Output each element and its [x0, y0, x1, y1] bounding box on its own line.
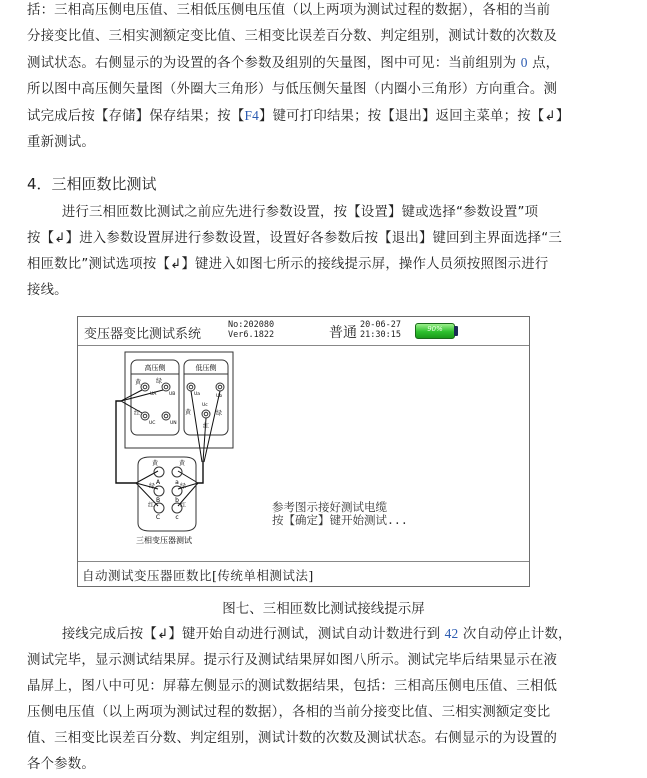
group-value: 0	[520, 55, 528, 70]
figure-caption: 图七、三相匝数比测试接线提示屏	[222, 601, 425, 617]
text-segment: 测试状态。右侧显示的为设置的各个参数及组别的矢量图，图中可见：当前组别为	[27, 56, 521, 71]
count-value: 42	[444, 626, 459, 641]
lv-wire-label-red: 红	[203, 423, 210, 430]
serial-number: No:202080	[228, 320, 275, 330]
wiring-diagram	[78, 317, 529, 586]
lv-terminal-ua	[187, 383, 200, 397]
wire-label-red: 红	[134, 410, 141, 417]
diagram-label: UC	[149, 421, 156, 426]
diagram-label: A	[155, 479, 161, 486]
screen-status-bar	[78, 561, 529, 586]
date: 20-06-27	[360, 320, 401, 330]
lv-wire-label-green: 绿	[216, 410, 223, 417]
intro-paragraph	[27, 0, 582, 156]
text-line: 相匝数比”测试选项按【↲】键进入如图七所示的接线提示屏，操作人员须按照图示进行	[27, 257, 549, 272]
diagram-label: c	[175, 514, 179, 521]
diagram-label: B	[155, 497, 161, 504]
diagram-label: 绿	[149, 483, 156, 490]
text-line: 按【↲】进入参数设置屏进行参数设置，设置好各参数后按【退出】键回到主界面选择“三	[27, 231, 562, 246]
text-line: 分接变比值、三相实测额定变比值、三相变比误差百分数、判定组别，测试计数的次数及	[27, 29, 558, 44]
transformer-terminal-c-lower	[172, 501, 186, 521]
text-segment: 点，	[527, 56, 560, 71]
time: 21:30:15	[360, 330, 401, 340]
version: Ver6.1822	[228, 330, 275, 340]
diagram-label: 黄	[179, 460, 186, 467]
hv-panel-label: 高压侧	[144, 364, 166, 372]
diagram-label: UA	[150, 392, 157, 397]
diagram-label: Ub	[216, 394, 223, 399]
lv-panel-label: 低压侧	[195, 364, 217, 372]
section-heading: 4．三相匝数比测试	[27, 175, 157, 193]
hv-terminal-uc	[141, 412, 155, 426]
device-screen-figure	[77, 316, 530, 587]
instruction-message	[272, 501, 408, 527]
hv-terminal-un	[162, 412, 177, 426]
text-line: 括：三相高压侧电压值、三相低压侧电压值（以上两项为测试过程的数据），各相的当前	[27, 3, 551, 18]
transformer-terminal-a-upper	[152, 459, 164, 486]
text-line: 接线。	[27, 283, 68, 298]
diagram-label: 红	[148, 502, 155, 509]
message-line: 按【确定】键开始测试...	[272, 513, 408, 527]
battery-label: 90%	[427, 325, 443, 333]
wire-label-yellow: 黄	[135, 379, 142, 386]
text-segment: 试完成后按【存储】保存结果；按【	[27, 109, 245, 124]
diagram-label: a	[175, 479, 179, 486]
section-paragraph	[27, 200, 582, 304]
diagram-label: 绿	[180, 483, 187, 490]
screen-title: 变压器变比测试系统	[84, 327, 202, 342]
text-line: 晶屏上，图八中可见：屏幕左侧显示的测试数据结果，包括：三相高压侧电压值、三相低	[27, 679, 558, 694]
diagram-label: b	[175, 497, 179, 504]
text-line: 重新测试。	[27, 135, 95, 150]
text-line: 各个参数。	[27, 757, 95, 772]
text-line: 值、三相变比误差百分数、判定组别，测试计数的次数及测试状态。右侧显示的为设置的	[27, 731, 558, 746]
diagram-label: UN	[170, 421, 177, 426]
text-line	[27, 621, 582, 648]
diagram-label: 红	[180, 502, 187, 509]
result-paragraph	[27, 621, 582, 778]
text-line: 所以图中高压侧矢量图（外圈大三角形）与低压侧矢量图（内圈小三角形）方向重合。测	[27, 82, 558, 97]
text-line	[27, 50, 582, 77]
transformer-label: 三相变压器测试	[136, 536, 192, 545]
diagram-label: UB	[169, 392, 176, 397]
lv-wire-label-yellow: 黄	[185, 409, 192, 416]
text-line: 压侧电压值（以上两项为测试过程的数据），各相的当前分接变比值、三相实测额定变比	[27, 705, 551, 720]
diagram-label: 黄	[152, 460, 159, 467]
text-segment: 次自动停止计数，	[458, 627, 572, 642]
diagram-label: C	[155, 514, 161, 521]
transformer-terminal-a-lower	[172, 459, 186, 486]
diagram-label: Ua	[194, 392, 201, 397]
wire-label-green: 绿	[156, 378, 163, 385]
diagram-label: Uc	[202, 403, 208, 408]
transformer-terminal-c-upper	[148, 501, 164, 521]
message-line: 参考图示接好测试电缆	[272, 500, 387, 514]
f4-key-label: F4	[244, 108, 259, 123]
transformer-terminal-b-lower	[172, 482, 186, 504]
mode-label: 普通	[329, 325, 357, 341]
text-line: 进行三相匝数比测试之前应先进行参数设置，按【设置】键或选择“参数设置”项	[61, 205, 539, 220]
lv-terminal-uc	[202, 402, 210, 418]
hv-terminal-ub	[162, 383, 175, 397]
test-mode-text: 自动测试变压器匝数比[传统单相测试法]	[82, 568, 314, 583]
text-segment: 接线完成后按【↲】键开始自动进行测试，测试自动计数进行到	[61, 627, 445, 642]
text-line	[27, 103, 582, 130]
text-segment: 】键可打印结果；按【退出】返回主菜单；按【↲】	[259, 109, 570, 124]
text-line: 测试完毕，显示测试结果屏。提示行及测试结果屏如图八所示。测试完毕后结果显示在液	[27, 653, 558, 668]
